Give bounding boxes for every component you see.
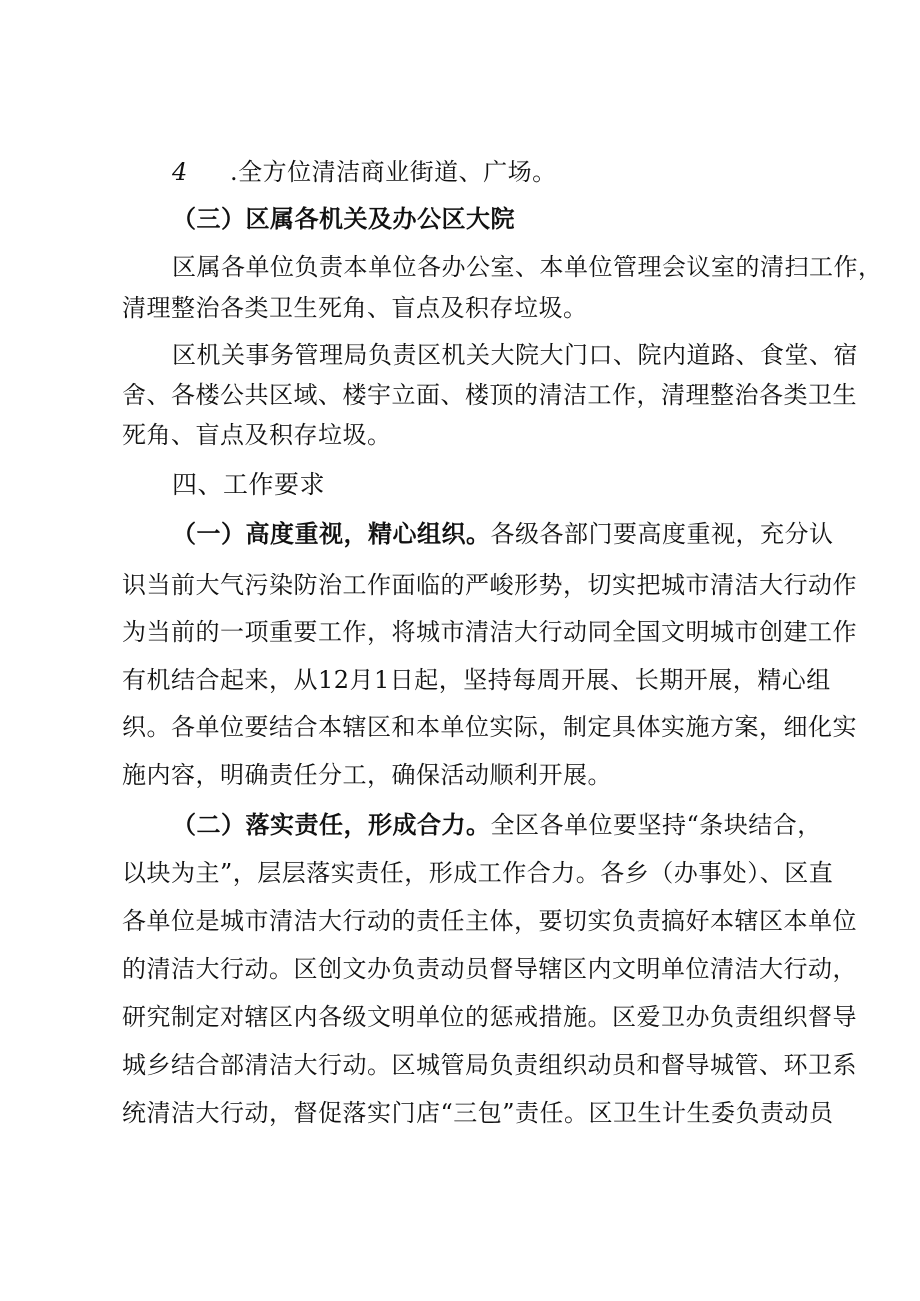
req-2-line-1: [172, 809, 822, 841]
req-1-first-rest: 各级各部门要高度重视，充分认: [490, 520, 834, 548]
item-4-number: 4: [172, 158, 188, 186]
req-1-line-4: 有机结合起来，从12月1日起，坚持每周开展、长期开展，精心组: [122, 666, 831, 694]
item-4-text: .全方位清洁商业街道、广场。: [230, 158, 557, 186]
section-3-p1-line-1: 区属各单位负责本单位各办公室、本单位管理会议室的清扫工作，: [172, 253, 883, 281]
req-2-line-2: 以块为主”，层层落实责任，形成工作合力。各乡（办事处）、区直: [122, 859, 834, 887]
section-3-p1-line-2: 清理整治各类卫生死角、盲点及积存垃圾。: [122, 294, 588, 322]
req-1-line-3: 为当前的一项重要工作，将城市清洁大行动同全国文明城市创建工作: [122, 618, 857, 646]
req-2-line-7: 统清洁大行动，督促落实门店“三包”责任。区卫生计生委负责动员: [122, 1099, 834, 1127]
req-2-line-3: 各单位是城市清洁大行动的责任主体，要切实负责搞好本辖区本单位: [122, 907, 857, 935]
section-3-title: （三）区属各机关及办公区大院: [172, 205, 515, 233]
req-1-line-6: 施内容，明确责任分工，确保活动顺利开展。: [122, 761, 612, 789]
req-1-line-2: 识当前大气污染防治工作面临的严峻形势，切实把城市清洁大行动作: [122, 571, 857, 599]
section-3-p2-line-3: 死角、盲点及积存垃圾。: [122, 421, 392, 449]
req-2-line-6: 城乡结合部清洁大行动。区城管局负责组织动员和督导城管、环卫系: [122, 1051, 857, 1079]
req-2-first-rest: 全区各单位要坚持“条块结合，: [490, 811, 822, 839]
item-4-line: [172, 156, 557, 188]
req-1-line-5: 织。各单位要结合本辖区和本单位实际，制定具体实施方案，细化实: [122, 713, 857, 741]
req-2-line-4: 的清洁大行动。区创文办负责动员督导辖区内文明单位清洁大行动，: [122, 955, 857, 983]
part-4-title: 四、工作要求: [172, 470, 326, 499]
req-2-lead: （二）落实责任，形成合力。: [172, 811, 491, 839]
req-1-line-1: [172, 518, 834, 550]
section-3-p2-line-1: 区机关事务管理局负责区机关大院大门口、院内道路、食堂、宿: [172, 341, 858, 369]
req-2-line-5: 研究制定对辖区内各级文明单位的惩戒措施。区爱卫办负责组织督导: [122, 1003, 857, 1031]
req-1-lead: （一）高度重视，精心组织。: [172, 520, 491, 548]
section-3-p2-line-2: 舍、各楼公共区域、楼宇立面、楼顶的清洁工作，清理整治各类卫生: [122, 381, 857, 409]
